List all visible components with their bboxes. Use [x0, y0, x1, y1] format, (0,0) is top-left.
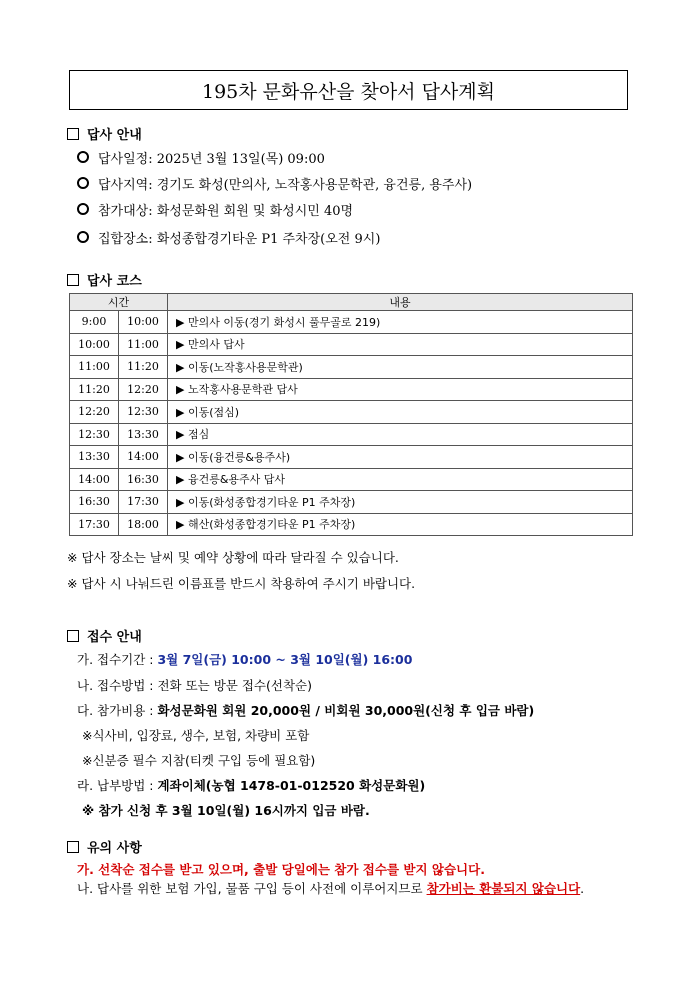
row-content: ▶ 융건릉&용주사 답사: [168, 468, 633, 491]
table-row: [70, 378, 633, 401]
row-content: ▶ 이동(점심): [168, 401, 633, 424]
row-start-time: 11:20: [70, 378, 119, 401]
section-heading-course: 답사 코스: [67, 270, 142, 289]
section-heading-guide: 답사 안내: [67, 124, 142, 143]
fee-note-id: ※신분증 필수 지참(티켓 구입 등에 필요함): [82, 753, 316, 768]
row-start-time: 12:30: [70, 423, 119, 446]
circle-bullet-icon: [77, 231, 89, 243]
registration-fee: 다. 참가비용 : 화성문화원 회원 20,000원 / 비회원 30,000원(신청 후 입금 바람): [77, 703, 535, 718]
table-row: [70, 356, 633, 379]
row-end-time: 12:20: [119, 378, 168, 401]
row-end-time: 13:30: [119, 423, 168, 446]
registration-payment: 라. 납부방법 : 계좌이체(농협 1478-01-012520 화성문화원): [77, 778, 426, 793]
row-end-time: 11:20: [119, 356, 168, 379]
table-row: [70, 446, 633, 469]
row-start-time: 13:30: [70, 446, 119, 469]
guide-item-meeting: 집합장소: 화성종합경기타운 P1 주차장(오전 9시): [77, 228, 380, 247]
row-start-time: 9:00: [70, 311, 119, 334]
payment-deadline-note: ※ 참가 신청 후 3월 10일(월) 16시까지 입금 바람.: [82, 803, 370, 818]
row-end-time: 14:00: [119, 446, 168, 469]
row-content: ▶ 이동(융건릉&용주사): [168, 446, 633, 469]
section-heading-registration: 접수 안내: [67, 626, 142, 645]
row-end-time: 17:30: [119, 491, 168, 514]
table-row: [70, 401, 633, 424]
row-content: ▶ 노작홍사용문학관 답사: [168, 378, 633, 401]
square-bullet-icon: [67, 841, 79, 853]
row-start-time: 10:00: [70, 333, 119, 356]
square-bullet-icon: [67, 630, 79, 642]
table-row: [70, 468, 633, 491]
circle-bullet-icon: [77, 151, 89, 163]
square-bullet-icon: [67, 128, 79, 140]
guide-item-region: 답사지역: 경기도 화성(만의사, 노작홍사용문학관, 융건릉, 용주사): [77, 174, 472, 193]
fee-note-included: ※식사비, 입장료, 생수, 보험, 차량비 포함: [82, 728, 310, 743]
row-start-time: 14:00: [70, 468, 119, 491]
row-start-time: 17:30: [70, 513, 119, 536]
table-row: [70, 491, 633, 514]
registration-method: 나. 접수방법 : 전화 또는 방문 접수(선착순): [77, 678, 312, 693]
caution-item-refund: 나. 답사를 위한 보험 가입, 물품 구입 등이 사전에 이루어지므로 참가비는 환불되지 않습니다.: [77, 881, 585, 896]
row-content: ▶ 이동(화성종합경기타운 P1 주차장): [168, 491, 633, 514]
registration-period: 가. 접수기간 : 3월 7일(금) 10:00 ~ 3월 10일(월) 16:00: [77, 652, 413, 667]
table-header-time: 시간: [70, 294, 168, 311]
row-end-time: 16:30: [119, 468, 168, 491]
row-content: ▶ 이동(노작홍사용문학관): [168, 356, 633, 379]
circle-bullet-icon: [77, 177, 89, 189]
table-header-content: 내용: [168, 294, 633, 311]
guide-item-schedule: 답사일정: 2025년 3월 13일(목) 09:00: [77, 148, 325, 167]
guide-item-target: 참가대상: 화성문화원 회원 및 화성시민 40명: [77, 200, 353, 219]
row-end-time: 11:00: [119, 333, 168, 356]
course-note-weather: ※ 답사 장소는 날씨 및 예약 상황에 따라 달라질 수 있습니다.: [67, 550, 399, 565]
row-end-time: 18:00: [119, 513, 168, 536]
course-table: [69, 293, 633, 536]
section-heading-cautions: 유의 사항: [67, 837, 142, 856]
row-start-time: 11:00: [70, 356, 119, 379]
row-end-time: 10:00: [119, 311, 168, 334]
row-start-time: 16:30: [70, 491, 119, 514]
row-content: ▶ 점심: [168, 423, 633, 446]
table-row: [70, 333, 633, 356]
table-row: [70, 513, 633, 536]
page-title: 195차 문화유산을 찾아서 답사계획: [69, 70, 628, 110]
row-content: ▶ 만의사 이동(경기 화성시 풀무골로 219): [168, 311, 633, 334]
square-bullet-icon: [67, 274, 79, 286]
course-note-nametag: ※ 답사 시 나눠드린 이름표를 반드시 착용하여 주시기 바랍니다.: [67, 576, 416, 591]
row-content: ▶ 해산(화성종합경기타운 P1 주차장): [168, 513, 633, 536]
caution-item-first-come: 가. 선착순 접수를 받고 있으며, 출발 당일에는 참가 접수를 받지 않습니다.: [77, 862, 485, 877]
table-row: [70, 311, 633, 334]
table-row: [70, 423, 633, 446]
row-end-time: 12:30: [119, 401, 168, 424]
row-start-time: 12:20: [70, 401, 119, 424]
circle-bullet-icon: [77, 203, 89, 215]
row-content: ▶ 만의사 답사: [168, 333, 633, 356]
